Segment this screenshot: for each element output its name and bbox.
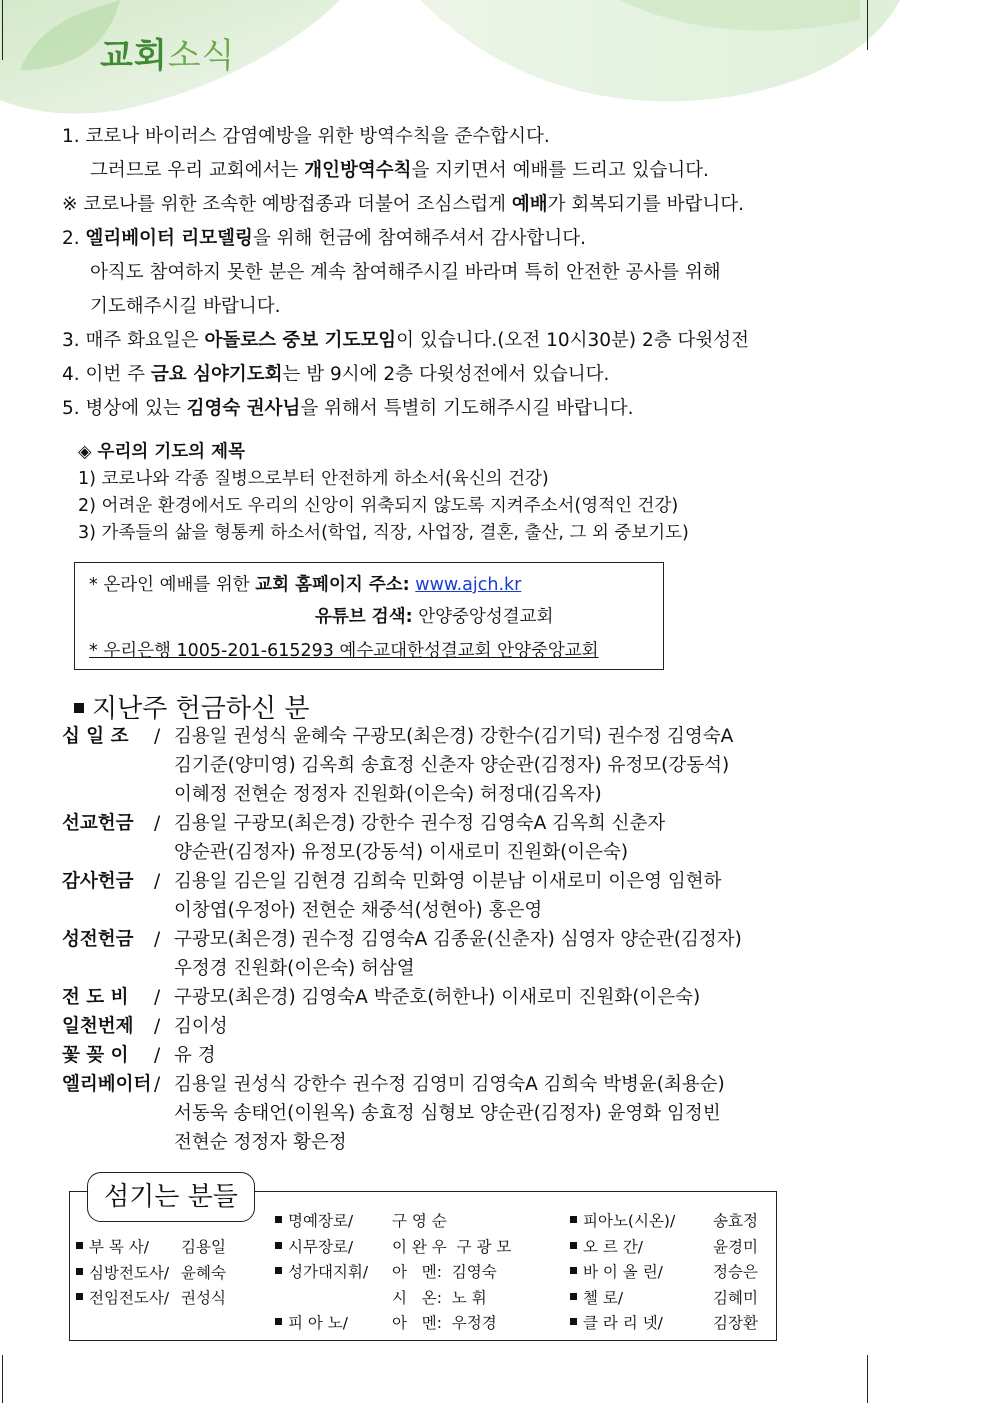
- offering-names-line: 김이성: [174, 1016, 228, 1037]
- offering-group: [62, 1012, 822, 1041]
- square-bullet-icon: [570, 1318, 577, 1325]
- news-text: ※ 코로나를 위한 조속한 예방접종과 더불어 조심스럽게: [62, 194, 512, 215]
- news-line: [62, 392, 822, 426]
- servant-name: 김용일: [181, 1238, 226, 1256]
- news-emphasis: 금요 심야기도회: [150, 364, 283, 385]
- square-bullet-icon: [76, 1242, 83, 1249]
- offering-names: [174, 1041, 822, 1070]
- offering-names-line: 서동욱 송태언(이원옥) 송효정 심형보 양순관(김정자) 윤영화 임정빈: [174, 1103, 721, 1124]
- news-text: 1. 코로나 바이러스 감염예방을 위한 방역수칙을 준수합시다.: [62, 126, 550, 147]
- prayer-section: [78, 438, 689, 547]
- offering-category: 선교헌금: [62, 813, 134, 834]
- category-separator: /: [154, 1074, 161, 1095]
- news-text: 기도해주시길 바랍니다.: [90, 296, 281, 317]
- servant-role: 심방전도사/: [89, 1263, 170, 1282]
- title-bold: 교회: [100, 36, 168, 76]
- servant-name: 송효정: [713, 1212, 758, 1230]
- servant-row: [275, 1209, 511, 1235]
- offering-category: 감사헌금: [62, 871, 134, 892]
- offerings-title-text: 지난주 헌금하신 분: [92, 694, 310, 724]
- news-line: [62, 154, 822, 188]
- servant-row: [275, 1235, 511, 1261]
- square-bullet-icon: [74, 703, 84, 713]
- news-text: 는 밤 9시에 2층 다윗성전에서 있습니다.: [282, 364, 610, 385]
- church-news-list: [62, 120, 822, 426]
- news-line: [62, 324, 822, 358]
- homepage-link[interactable]: www.ajch.kr: [415, 575, 522, 595]
- offering-names-line: 전현순 정정자 황은정: [174, 1132, 347, 1153]
- servant-role: 부 목 사/: [89, 1238, 149, 1256]
- offering-category: 엘리베이터: [62, 1074, 152, 1095]
- servant-name: 윤경미: [713, 1237, 758, 1256]
- news-text: 이 있습니다.(오전 10시30분) 2층 다윗성전: [396, 330, 750, 351]
- prayer-heading: ◈ 우리의 기도의 제목: [78, 442, 245, 462]
- offering-names-line: 구광모(최은경) 김영숙A 박준호(허한나) 이새로미 진원화(이은숙): [174, 987, 701, 1008]
- news-text: 가 회복되기를 바랍니다.: [547, 194, 744, 215]
- offering-names: [174, 925, 822, 983]
- news-text: 3. 매주 화요일은: [62, 330, 205, 351]
- servant-name: 이 완 우 구 광 모: [392, 1237, 512, 1256]
- servant-row: [76, 1235, 226, 1261]
- youtube-value: 안양중앙성결교회: [418, 607, 554, 627]
- offering-names-line: 김용일 권성식 강한수 권수정 김영미 김영숙A 김희숙 박병윤(최용순): [174, 1074, 725, 1095]
- offering-group: [62, 925, 822, 983]
- servant-role: 피 아 노/: [288, 1314, 348, 1332]
- servant-role: 피아노(시온)/: [583, 1212, 676, 1230]
- servant-row: [76, 1261, 226, 1287]
- news-text: 을 위해서 특별히 기도해주시길 바랍니다.: [300, 398, 634, 419]
- offering-names: [174, 983, 822, 1012]
- offering-group: [62, 1070, 822, 1157]
- offering-category: 전 도 비: [62, 987, 129, 1008]
- servant-name: 정승은: [713, 1263, 758, 1281]
- news-line: [62, 222, 822, 256]
- servant-row: [570, 1235, 758, 1261]
- servant-row: [275, 1311, 511, 1337]
- servant-row: [570, 1286, 758, 1312]
- offering-names-line: 이혜정 전현순 정정자 진원화(이은숙) 허정대(김옥자): [174, 784, 602, 805]
- news-text: 을 지키면서 예배를 드리고 있습니다.: [411, 160, 709, 181]
- homepage-row: [89, 571, 521, 596]
- bank-account: * 우리은행 1005-201-615293 예수교대한성결교회 안양중앙교회: [89, 641, 599, 661]
- news-text: 2.: [62, 228, 86, 249]
- square-bullet-icon: [275, 1242, 282, 1249]
- news-line: [62, 120, 822, 154]
- category-separator: /: [154, 987, 161, 1008]
- category-separator: /: [154, 726, 161, 747]
- servant-row: [275, 1286, 511, 1312]
- servant-name: 아 멘: 김영숙: [392, 1263, 497, 1281]
- offering-names-line: 김용일 김은일 김현경 김희숙 민화영 이분남 이새로미 이은영 임현하: [174, 871, 722, 892]
- category-separator: /: [154, 929, 161, 950]
- offerings-title: [74, 688, 309, 725]
- offering-category: 성전헌금: [62, 929, 134, 950]
- prayer-item: 3) 가족들의 삶을 형통케 하소서(학업, 직장, 사업장, 결혼, 출산, 그 외 중보기도): [78, 523, 689, 543]
- youtube-label: 유튜브 검색:: [315, 607, 413, 627]
- servant-row: [570, 1260, 758, 1286]
- offering-names-line: 구광모(최은경) 권수정 김영숙A 김종윤(신춘자) 심영자 양순관(김정자): [174, 929, 742, 950]
- news-line: [62, 358, 822, 392]
- prayer-item: 1) 코로나와 각종 질병으로부터 안전하게 하소서(육신의 건강): [78, 469, 549, 489]
- homepage-label: 교회 홈페이지 주소:: [255, 575, 410, 595]
- offerings-list: [62, 722, 822, 1157]
- news-text: 5. 병상에 있는: [62, 398, 187, 419]
- page-title: [100, 28, 235, 77]
- category-separator: /: [154, 813, 161, 834]
- prayer-item: 2) 어려운 환경에서도 우리의 신앙이 위축되지 않도록 지켜주소서(영적인 건강): [78, 496, 679, 516]
- square-bullet-icon: [570, 1267, 577, 1274]
- square-bullet-icon: [570, 1216, 577, 1223]
- youtube-row: [315, 603, 553, 628]
- offering-category: 일천번제: [62, 1016, 134, 1037]
- servant-name: 김혜미: [713, 1288, 758, 1307]
- servant-role: 명예장로/: [288, 1212, 354, 1230]
- offering-names-line: 우정경 진원화(이은숙) 허삼열: [174, 958, 415, 979]
- servants-col-pastors: [76, 1235, 226, 1312]
- offering-names: [174, 867, 822, 925]
- news-emphasis: 아돌로스 중보 기도모임: [204, 330, 397, 351]
- servant-role: 바 이 올 린/: [583, 1263, 663, 1281]
- servant-row: [275, 1260, 511, 1286]
- offering-names: [174, 1012, 822, 1041]
- border-line-right-top: [867, 0, 868, 50]
- category-separator: /: [154, 871, 161, 892]
- offering-names-line: 김용일 권성식 윤혜숙 구광모(최은경) 강한수(김기덕) 권수정 김영숙A: [174, 726, 734, 747]
- offering-names-line: 양순관(김정자) 유정모(강동석) 이새로미 진원화(이은숙): [174, 842, 629, 863]
- servant-name: 권성식: [181, 1289, 226, 1307]
- servant-role: 성가대지휘/: [288, 1263, 369, 1281]
- square-bullet-icon: [570, 1293, 577, 1300]
- square-bullet-icon: [275, 1216, 282, 1223]
- news-emphasis: 엘리베이터 리모델링: [85, 228, 253, 249]
- title-light: 소식: [167, 36, 236, 76]
- servants-title: 섬기는 분들: [87, 1172, 255, 1222]
- servant-name: 아 멘: 우정경: [392, 1314, 497, 1332]
- square-bullet-icon: [570, 1242, 577, 1249]
- news-line: [62, 188, 822, 222]
- category-separator: /: [154, 1045, 161, 1066]
- news-text: 을 위해 헌금에 참여해주셔서 감사합니다.: [252, 228, 587, 249]
- news-line: [62, 256, 822, 290]
- offering-group: [62, 1041, 822, 1070]
- offering-group: [62, 722, 822, 809]
- servant-role: 클 라 리 넷/: [583, 1314, 663, 1332]
- offering-names: [174, 809, 822, 867]
- news-text: 아직도 참여하지 못한 분은 계속 참여해주시길 바라며 특히 안전한 공사를 위해: [90, 262, 721, 283]
- square-bullet-icon: [76, 1268, 83, 1275]
- offering-group: [62, 867, 822, 925]
- servant-role: 전임전도사/: [89, 1289, 170, 1307]
- servant-name: 김장환: [713, 1314, 758, 1332]
- news-line: [62, 290, 822, 324]
- border-line-left-bottom: [2, 1355, 3, 1403]
- servant-row: [570, 1209, 758, 1235]
- news-emphasis: 개인방역수칙: [304, 160, 412, 181]
- square-bullet-icon: [76, 1293, 83, 1300]
- servants-col-elders: [275, 1209, 511, 1337]
- square-bullet-icon: [275, 1318, 282, 1325]
- offering-category: 십 일 조: [62, 726, 129, 747]
- offering-names-line: 유 경: [174, 1045, 216, 1066]
- news-emphasis: 김영숙 권사님: [186, 398, 301, 419]
- servant-row: [570, 1311, 758, 1337]
- border-line-right-bottom: [867, 1355, 868, 1403]
- news-text: 4. 이번 주: [62, 364, 151, 385]
- offering-group: [62, 983, 822, 1012]
- servant-name: 구 영 순: [392, 1212, 447, 1230]
- offering-names-line: 김기준(양미영) 김옥희 송효정 신춘자 양순관(김정자) 유정모(강동석): [174, 755, 730, 776]
- servant-name: 윤혜숙: [181, 1263, 226, 1282]
- offering-group: [62, 809, 822, 867]
- online-info-box: [74, 562, 664, 670]
- offering-names-line: 이창엽(우정아) 전현순 채중석(성현아) 홍은영: [174, 900, 543, 921]
- news-emphasis: 예배: [511, 194, 548, 215]
- servant-role: 첼 로/: [583, 1288, 624, 1307]
- offering-names: [174, 722, 822, 809]
- news-text: 그러므로 우리 교회에서는: [90, 160, 305, 181]
- offering-names: [174, 1070, 822, 1157]
- servant-name: 시 온: 노 휘: [392, 1288, 487, 1307]
- offering-names-line: 김용일 구광모(최은경) 강한수 권수정 김영숙A 김옥희 신춘자: [174, 813, 666, 834]
- servant-role: 시무장로/: [288, 1237, 354, 1256]
- offering-category: 꽃 꽂 이: [62, 1045, 129, 1066]
- category-separator: /: [154, 1016, 161, 1037]
- servant-role: 오 르 간/: [583, 1237, 643, 1256]
- servants-col-musicians: [570, 1209, 758, 1337]
- border-line-left-top: [2, 0, 3, 60]
- servant-row: [76, 1286, 226, 1312]
- online-prefix: * 온라인 예배를 위한: [89, 575, 256, 595]
- square-bullet-icon: [275, 1267, 282, 1274]
